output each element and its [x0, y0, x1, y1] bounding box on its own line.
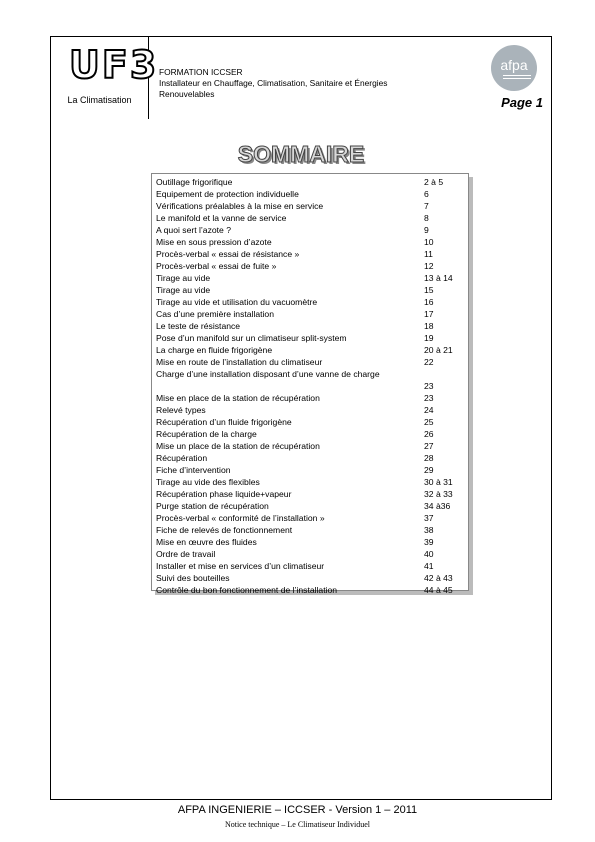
afpa-logo-lines: [503, 75, 531, 79]
toc-entry-page: 10: [424, 237, 434, 247]
toc-row: [156, 416, 470, 428]
toc-entry-page: 13 à 14: [424, 273, 453, 283]
toc-entry-page: 22: [424, 357, 434, 367]
toc-row: [156, 212, 470, 224]
toc-row: [156, 560, 470, 572]
toc-row: [156, 464, 470, 476]
toc-row: [156, 476, 470, 488]
toc-row: [156, 536, 470, 548]
toc-entry-title: Le manifold et la vanne de service: [156, 213, 287, 223]
toc-entry-title: Cas d’une première installation: [156, 309, 274, 319]
toc-row: [156, 548, 470, 560]
toc-row: [156, 272, 470, 284]
toc-entry-title: Procès-verbal « essai de fuite »: [156, 261, 277, 271]
toc-entry-page: 29: [424, 465, 434, 475]
toc-entry-title: Suivi des bouteilles: [156, 573, 230, 583]
toc-entry-page: 17: [424, 309, 434, 319]
page-title: SOMMAIRE: [237, 141, 365, 167]
toc-row: [156, 224, 470, 236]
toc-entry-title: Charge d’une installation disposant d’une vanne de charge: [156, 369, 380, 379]
toc-entry-page: 39: [424, 537, 434, 547]
toc-row: [156, 428, 470, 440]
toc-row: [156, 440, 470, 452]
toc-entry-title: Contrôle du bon fonctionnement de l’installation: [156, 585, 338, 595]
toc-entry-title: Récupération d’un fluide frigorigène: [156, 417, 292, 427]
toc-entry-title: Récupération: [156, 453, 208, 463]
toc-entry-title: Relevé types: [156, 405, 206, 415]
toc-entry-page: 15: [424, 285, 434, 295]
toc-row: [156, 236, 470, 248]
toc-row: [156, 260, 470, 272]
toc-row: [156, 296, 470, 308]
toc-row: [156, 404, 470, 416]
afpa-logo-icon: afpa: [491, 45, 537, 91]
toc-entry-page: 8: [424, 213, 429, 223]
toc-row: [156, 308, 470, 320]
toc-entry-page: 25: [424, 417, 434, 427]
toc-entry-title: Procès-verbal « essai de résistance »: [156, 249, 300, 259]
toc-row: [156, 248, 470, 260]
toc-entry-page: 34 à36: [424, 501, 451, 511]
toc-row: [156, 344, 470, 356]
toc-entry-page: 16: [424, 297, 434, 307]
toc-row: [156, 524, 470, 536]
toc-row: [156, 380, 470, 392]
toc-entry-page: 40: [424, 549, 434, 559]
toc-entry-page: 7: [424, 201, 429, 211]
toc-entry-title: Installer et mise en services d’un climatiseur: [156, 561, 325, 571]
toc-entry-page: 23: [424, 393, 434, 403]
toc-entry-page: 37: [424, 513, 434, 523]
toc-entry-title: Pose d’un manifold sur un climatiseur split-system: [156, 333, 347, 343]
footer-line-2: Notice technique – Le Climatiseur Individuel: [224, 820, 371, 829]
toc-entry-page: 23: [424, 381, 434, 391]
toc-entry-page: 20 à 21: [424, 345, 453, 355]
toc-entry-title: Procès-verbal « conformité de l’installation »: [156, 513, 325, 523]
toc-entry-page: 41: [424, 561, 434, 571]
toc-entry-page: 38: [424, 525, 434, 535]
toc-row: [156, 488, 470, 500]
toc-entry-page: 9: [424, 225, 429, 235]
toc-row: [156, 392, 470, 404]
toc-entry-title: La charge en fluide frigorigène: [156, 345, 273, 355]
toc-entry-title: A quoi sert l’azote ?: [156, 225, 232, 235]
toc-entry-page: 2 à 5: [424, 177, 444, 187]
toc-entry-page: 24: [424, 405, 434, 415]
toc-entry-page: 11: [424, 249, 433, 259]
toc-entry-title: Fiche d’intervention: [156, 465, 231, 475]
toc-row: [156, 572, 470, 584]
toc-row: [156, 200, 470, 212]
toc-entry-title: Récupération de la charge: [156, 429, 257, 439]
toc-entry-page: 42 à 43: [424, 573, 453, 583]
logo-cell: [51, 37, 159, 119]
page-frame: [50, 36, 552, 800]
toc-entry-title: Mise en place de la station de récupération: [156, 393, 320, 403]
toc-entry-page: 6: [424, 189, 429, 199]
toc-entry-title: Récupération phase liquide+vapeur: [156, 489, 292, 499]
toc-entry-title: Tirage au vide et utilisation du vacuomètre: [156, 297, 318, 307]
toc-entry-title: Mise en œuvre des fluides: [156, 537, 257, 547]
toc-entry-title: Ordre de travail: [156, 549, 216, 559]
toc-entry-page: 32 à 33: [424, 489, 453, 499]
toc-row: [156, 368, 470, 380]
toc-entry-title: Equipement de protection individuelle: [156, 189, 299, 199]
toc-entry-page: 27: [424, 441, 434, 451]
toc-entry-title: Purge station de récupération: [156, 501, 269, 511]
toc-entry-page: 18: [424, 321, 434, 331]
toc-row: [156, 356, 470, 368]
toc-entry-title: Mise en route de l’installation du climatiseur: [156, 357, 323, 367]
toc-entry-page: 12: [424, 261, 434, 271]
toc-row: [156, 584, 470, 596]
header: [51, 37, 551, 119]
toc-row: [156, 500, 470, 512]
toc-entry-title: Tirage au vide des flexibles: [156, 477, 260, 487]
toc-entry-title: Fiche de relevés de fonctionnement: [156, 525, 293, 535]
toc-entry-title: Tirage au vide: [156, 285, 211, 295]
header-line-3: Renouvelables: [159, 89, 215, 99]
toc-list: [156, 176, 470, 596]
toc-entry-title: Outillage frigorifique: [156, 177, 233, 187]
toc-row: [156, 176, 470, 188]
toc-row: [156, 452, 470, 464]
header-text: [159, 67, 387, 100]
table-of-contents: [151, 173, 469, 595]
page-number: Page 1: [501, 95, 543, 110]
toc-row: [156, 284, 470, 296]
toc-entry-title: Tirage au vide: [156, 273, 211, 283]
toc-row: [156, 188, 470, 200]
toc-entry-title: Mise un place de la station de récupération: [156, 441, 320, 451]
uf3-logo: UF3: [69, 43, 159, 87]
toc-row: [156, 320, 470, 332]
toc-entry-page: 26: [424, 429, 434, 439]
toc-entry-page: 28: [424, 453, 434, 463]
logo-subtitle: La Climatisation: [67, 95, 132, 105]
toc-row: [156, 512, 470, 524]
header-line-1: FORMATION ICCSER: [159, 67, 243, 77]
toc-entry-page: 19: [424, 333, 434, 343]
toc-entry-page: 44 à 45: [424, 585, 453, 595]
toc-entry-page: 30 à 31: [424, 477, 453, 487]
toc-entry-title: Le teste de résistance: [156, 321, 241, 331]
toc-row: [156, 332, 470, 344]
header-line-2: Installateur en Chauffage, Climatisation, Sanitaire et Énergies: [159, 78, 388, 88]
footer-line-1: AFPA INGENIERIE – ICCSER - Version 1 – 2011: [177, 804, 418, 816]
toc-entry-title: Vérifications préalables à la mise en service: [156, 201, 324, 211]
toc-entry-title: Mise en sous pression d’azote: [156, 237, 272, 247]
